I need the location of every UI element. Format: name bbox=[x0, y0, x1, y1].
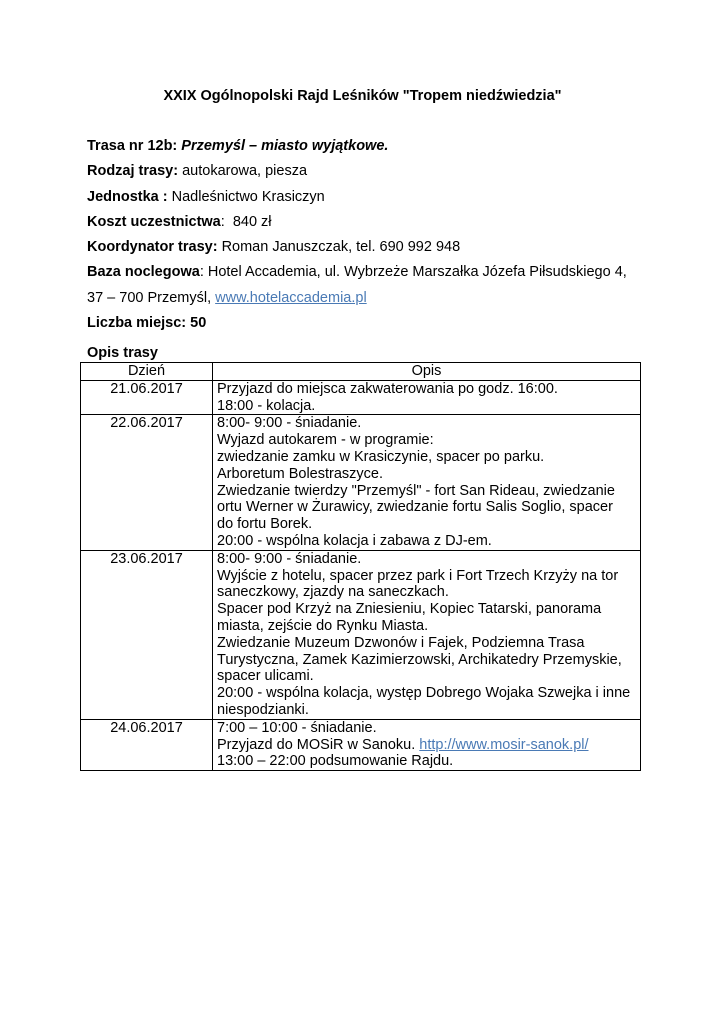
base-value-line2: 37 – 700 Przemyśl, bbox=[87, 289, 216, 306]
description-line: Zwiedzanie Muzeum Dzwonów i Fajek, Podziemna Trasa bbox=[217, 634, 585, 651]
hotel-website-link[interactable]: www.hotelaccademia.pl bbox=[215, 289, 367, 306]
description-line: 20:00 - wspólna kolacja, występ Dobrego Wojaka Szwejka i inne bbox=[217, 685, 631, 702]
coordinator-value: Roman Januszczak, tel. 690 992 948 bbox=[221, 239, 461, 256]
program-table bbox=[80, 362, 641, 771]
description-line: niespodzianki. bbox=[217, 701, 309, 718]
description-line: Turystyczna, Zamek Kazimierzowski, Archikatedry Przemyskie, bbox=[217, 651, 622, 668]
mosir-website-link[interactable]: http://www.mosir-sanok.pl/ bbox=[419, 736, 589, 753]
cost-label: Koszt uczestnictwa bbox=[87, 213, 221, 230]
coordinator-line bbox=[87, 238, 667, 263]
description-line: 18:00 - kolacja. bbox=[217, 397, 316, 414]
row-date: 24.06.2017 bbox=[81, 719, 213, 770]
document-title: XXIX Ogólnopolski Rajd Leśników "Tropem niedźwiedzia" bbox=[163, 88, 562, 104]
route-label: Trasa nr 12b: bbox=[87, 138, 178, 154]
table-row bbox=[81, 719, 641, 770]
description-line: do fortu Borek. bbox=[217, 516, 313, 533]
description-line: Zwiedzanie twierdzy "Przemyśl" - fort San Rideau, zwiedzanie bbox=[217, 482, 615, 499]
cost-value: : 840 zł bbox=[220, 213, 272, 230]
header-day: Dzień bbox=[81, 363, 213, 381]
base-label: Baza noclegowa bbox=[87, 264, 200, 281]
description-line: 8:00- 9:00 - śniadanie. bbox=[217, 550, 362, 567]
description-line: Spacer pod Krzyż na Zniesieniu, Kopiec Tatarski, panorama bbox=[217, 601, 602, 618]
description-line: Wyjazd autokarem - w programie: bbox=[217, 432, 434, 449]
description-line: spacer ulicami. bbox=[217, 668, 314, 685]
row-description bbox=[213, 380, 641, 415]
route-name: Przemyśl – miasto wyjątkowe. bbox=[181, 138, 389, 154]
description-line: 20:00 - wspólna kolacja i zabawa z DJ-em. bbox=[217, 532, 492, 549]
route-info bbox=[87, 137, 667, 339]
description-line: 7:00 – 10:00 - śniadanie. bbox=[217, 719, 377, 736]
places-label: Liczba miejsc: 50 bbox=[87, 315, 207, 332]
description-line: Arboretum Bolestraszyce. bbox=[217, 465, 384, 482]
description-line: Przyjazd do miejsca zakwaterowania po godz. 16:00. bbox=[217, 380, 558, 397]
row-description bbox=[213, 719, 641, 770]
base-line-1 bbox=[87, 263, 667, 288]
description-line: saneczkowy, zjazdy na saneczkach. bbox=[217, 584, 449, 601]
route-line bbox=[87, 137, 667, 162]
row-date: 21.06.2017 bbox=[81, 380, 213, 415]
base-value-line1: : Hotel Accademia, ul. Wybrzeże Marszałka Józefa Piłsudskiego 4, bbox=[199, 264, 627, 281]
description-line: ortu Werner w Żurawicy, zwiedzanie fortu Salis Soglio, spacer bbox=[217, 499, 613, 516]
description-text: Przyjazd do MOSiR w Sanoku. bbox=[217, 736, 420, 753]
base-line-2 bbox=[87, 289, 667, 314]
unit-line bbox=[87, 188, 667, 213]
route-type-label: Rodzaj trasy: bbox=[87, 163, 179, 180]
row-date: 22.06.2017 bbox=[81, 415, 213, 550]
description-line: 8:00- 9:00 - śniadanie. bbox=[217, 415, 362, 432]
table-header-row bbox=[81, 363, 641, 381]
cost-line bbox=[87, 213, 667, 238]
description-line: Wyjście z hotelu, spacer przez park i Fort Trzech Krzyży na tor bbox=[217, 567, 619, 584]
table-row bbox=[81, 415, 641, 550]
route-type-line bbox=[87, 162, 667, 187]
header-description: Opis bbox=[213, 363, 641, 381]
description-line bbox=[217, 737, 636, 754]
row-description bbox=[213, 550, 641, 719]
description-line: zwiedzanie zamku w Krasiczynie, spacer po parku. bbox=[217, 448, 545, 465]
description-line: miasta, zejście do Rynku Miasta. bbox=[217, 617, 429, 634]
unit-label: Jednostka : bbox=[87, 188, 168, 205]
section-title: Opis trasy bbox=[87, 345, 158, 361]
table-row bbox=[81, 380, 641, 415]
unit-value: Nadleśnictwo Krasiczyn bbox=[171, 188, 325, 205]
row-description bbox=[213, 415, 641, 550]
coordinator-label: Koordynator trasy: bbox=[87, 239, 218, 256]
table-row bbox=[81, 550, 641, 719]
places-line bbox=[87, 314, 667, 339]
description-line: 13:00 – 22:00 podsumowanie Rajdu. bbox=[217, 753, 454, 770]
route-type-value: autokarowa, piesza bbox=[182, 163, 308, 180]
row-date: 23.06.2017 bbox=[81, 550, 213, 719]
